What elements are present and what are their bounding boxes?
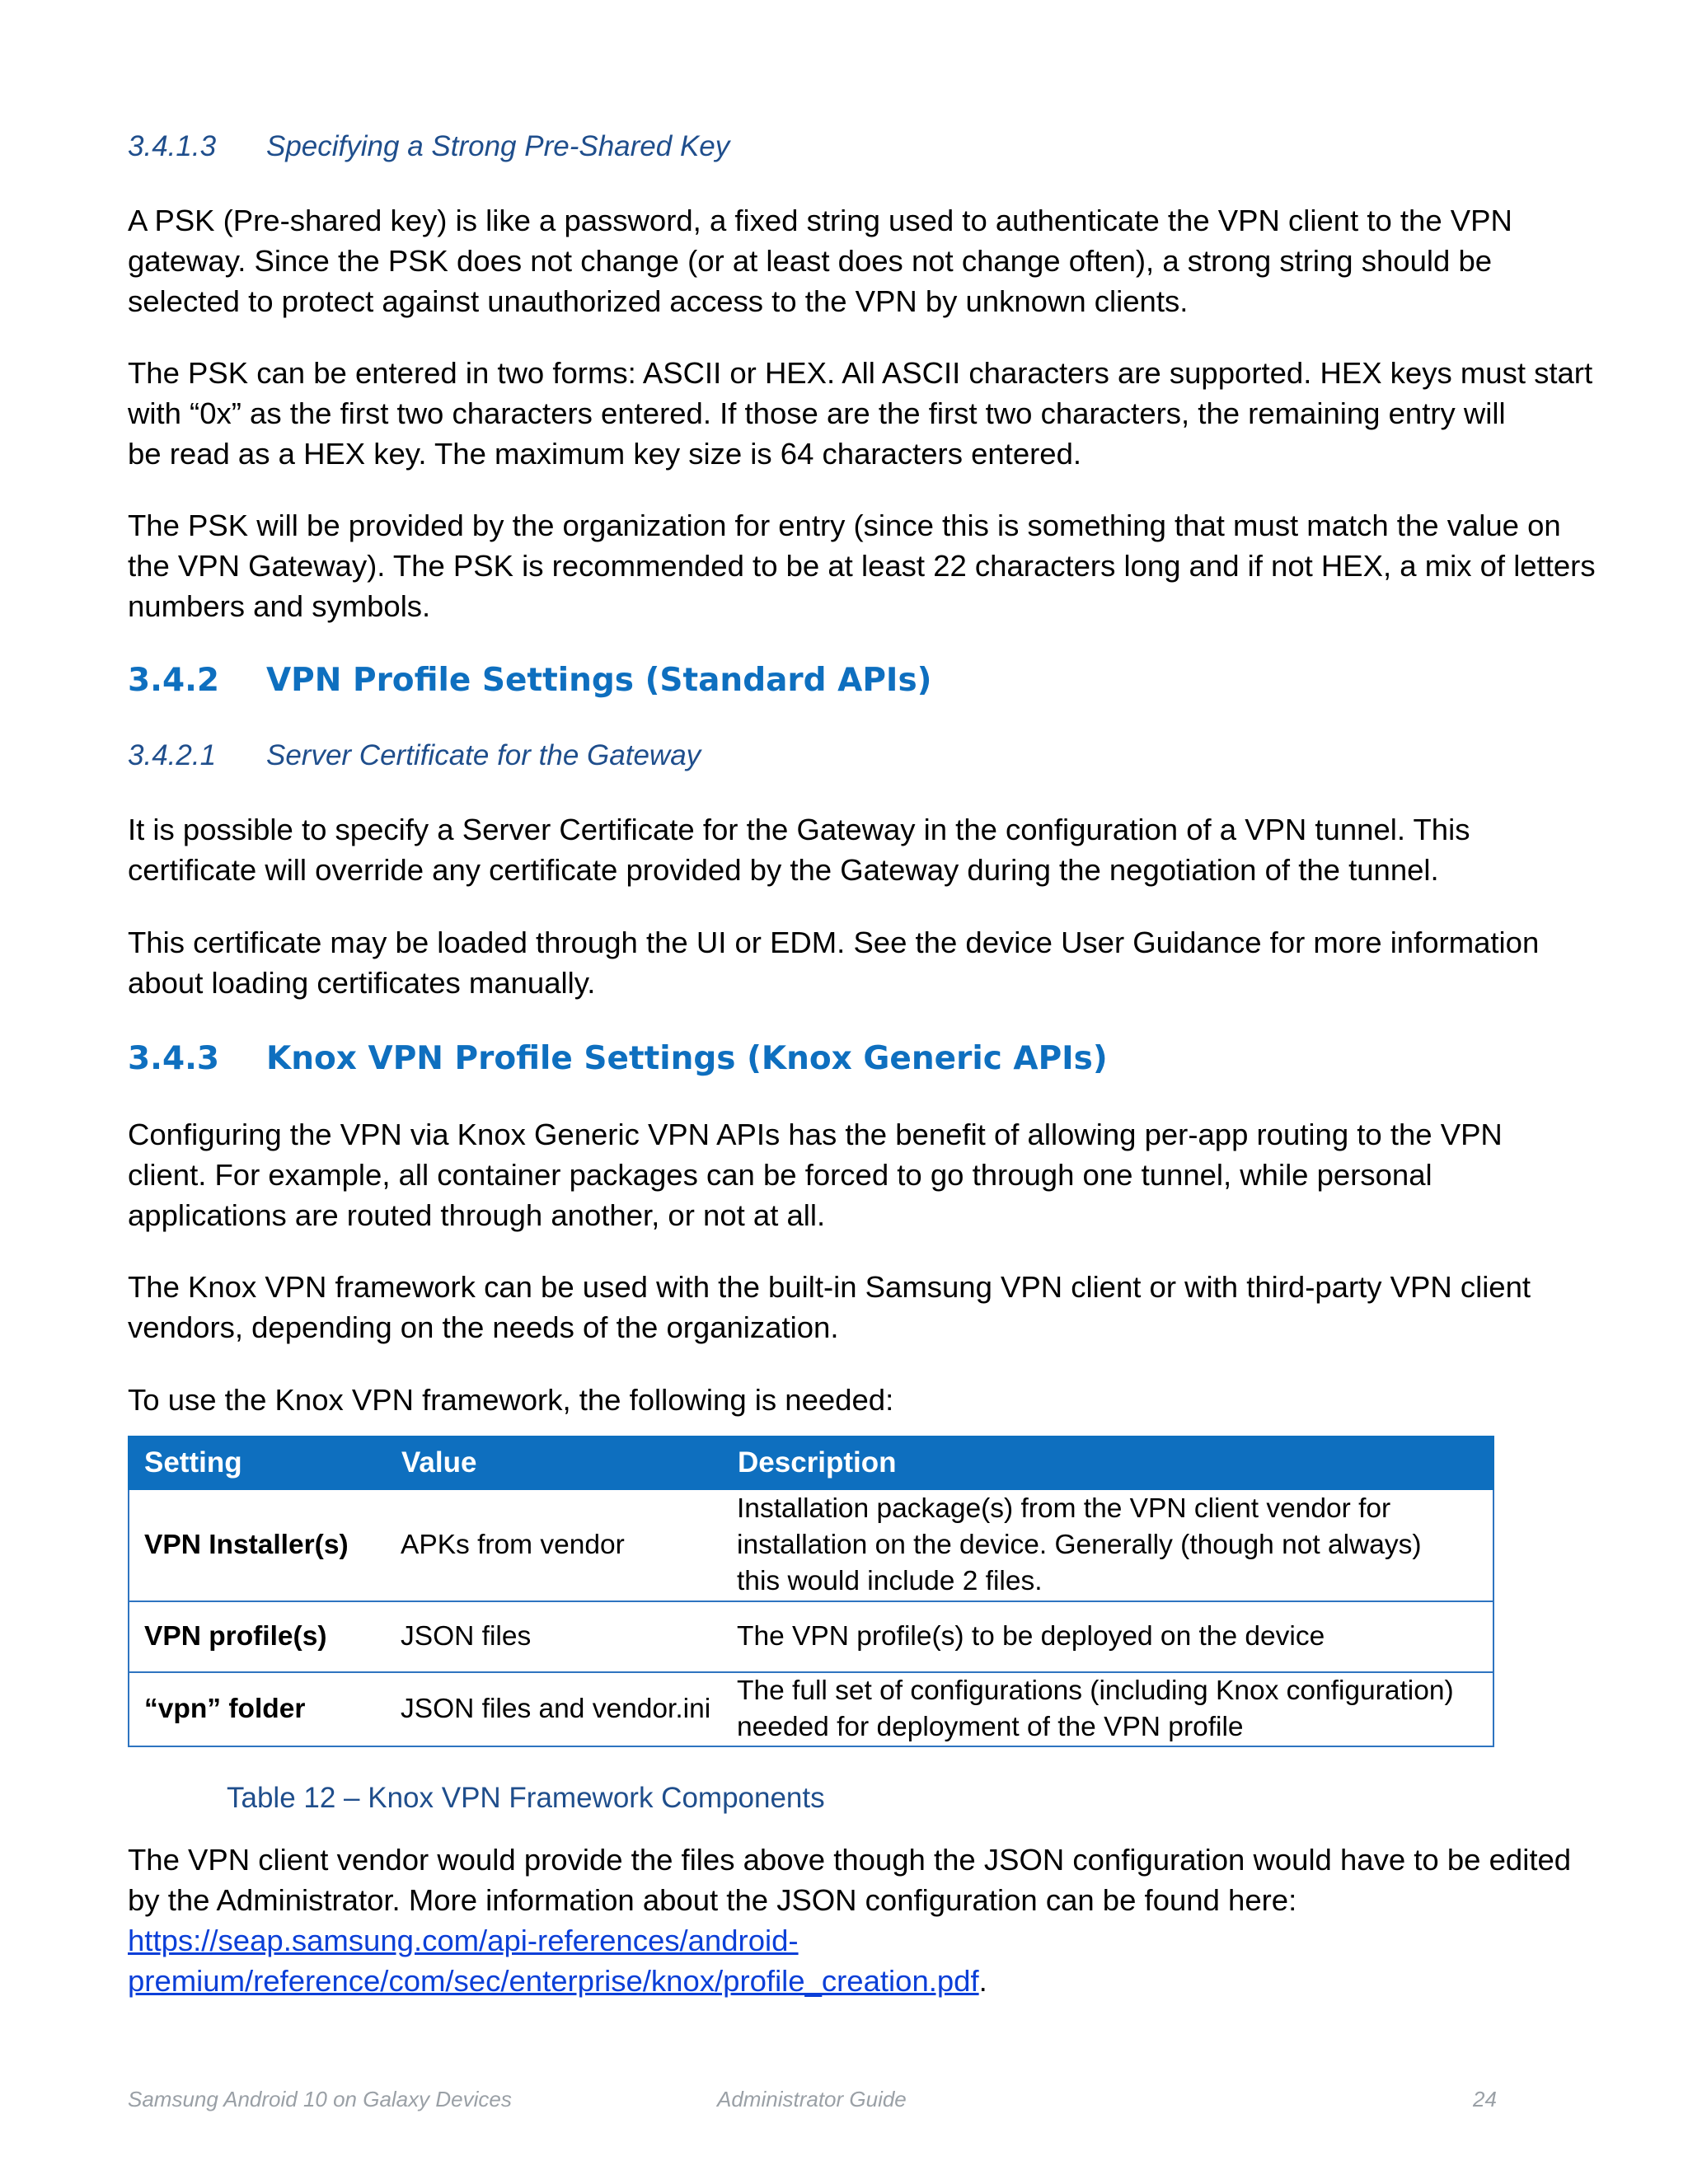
text-line: client. For example, all container packages can be forced to go through one tunnel, while personal — [128, 1158, 1432, 1192]
text-line: this would include 2 files. — [737, 1566, 1043, 1596]
text-line: The PSK will be provided by the organization for entry (since this is something that must match the value on — [128, 509, 1561, 542]
cell-setting: VPN profile(s) — [129, 1601, 386, 1672]
cell-value: JSON files — [386, 1601, 730, 1672]
knox-vpn-components-table — [128, 1436, 1494, 1747]
section-number: 3.4.2.1 — [128, 739, 217, 771]
cell-description — [730, 1601, 1493, 1672]
cell-description — [730, 1489, 1493, 1601]
text-line: The Knox VPN framework can be used with the built-in Samsung VPN client or with third-party VPN client — [128, 1270, 1531, 1304]
text-line: be read as a HEX key. The maximum key size is 64 characters entered. — [128, 437, 1082, 471]
footer-guide-name: Administrator Guide — [717, 2087, 907, 2111]
table-row — [129, 1672, 1493, 1746]
section-title: VPN Profile Settings (Standard APIs) — [266, 662, 932, 699]
profile-creation-link-part-1[interactable]: https://seap.samsung.com/api-references/android- — [128, 1924, 799, 1957]
paragraph-server-certificate — [128, 809, 1578, 890]
text-line: The PSK can be entered in two forms: ASCII or HEX. All ASCII characters are supported. HEX keys must start — [128, 356, 1593, 390]
heading-3-4-2 — [128, 662, 932, 699]
column-header-description: Description — [730, 1436, 1493, 1489]
text-line: Installation package(s) from the VPN client vendor for — [737, 1493, 1391, 1524]
text-line: about loading certificates manually. — [128, 966, 596, 1000]
heading-3-4-1-3 — [128, 132, 729, 161]
paragraph-knox-requirements — [128, 1380, 1578, 1420]
text-line: needed for deployment of the VPN profile — [737, 1712, 1244, 1742]
text-line: installation on the device. Generally (though not always) — [737, 1530, 1422, 1560]
text-line: certificate will override any certificate provided by the Gateway during the negotiation of the tunnel. — [128, 853, 1439, 887]
profile-creation-link-part-2[interactable]: premium/reference/com/sec/enterprise/knox/profile_creation.pdf — [128, 1964, 979, 1998]
section-number: 3.4.2 — [128, 662, 220, 699]
text-line: The VPN profile(s) to be deployed on the device — [737, 1621, 1325, 1652]
text-line: It is possible to specify a Server Certificate for the Gateway in the configuration of a VPN tunnel. This — [128, 813, 1470, 846]
text-line: by the Administrator. More information about the JSON configuration can be found here: — [128, 1883, 1297, 1917]
document-page — [128, 0, 1596, 2184]
cell-description — [730, 1672, 1493, 1746]
text-line: To use the Knox VPN framework, the following is needed: — [128, 1383, 894, 1417]
text-line: vendors, depending on the needs of the organization. — [128, 1310, 839, 1344]
text-line: Configuring the VPN via Knox Generic VPN APIs has the benefit of allowing per-app routing to the VPN — [128, 1118, 1503, 1151]
text-line: with “0x” as the first two characters entered. If those are the first two characters, the remaining entry will — [128, 396, 1506, 430]
cell-value: JSON files and vendor.ini — [386, 1672, 730, 1746]
paragraph-psk-recommendation — [128, 505, 1596, 626]
heading-3-4-3 — [128, 1040, 1108, 1077]
cell-setting: “vpn” folder — [129, 1672, 386, 1746]
section-number: 3.4.1.3 — [128, 130, 217, 162]
text-line: the VPN Gateway). The PSK is recommended to be at least 22 characters long and if not HEX, a mix of letters — [128, 549, 1596, 583]
column-header-value: Value — [386, 1436, 730, 1489]
paragraph-knox-framework-vendors — [128, 1267, 1578, 1347]
text-line: numbers and symbols. — [128, 589, 431, 623]
table-header-row — [129, 1436, 1493, 1489]
table-row — [129, 1601, 1493, 1672]
column-header-setting: Setting — [129, 1436, 386, 1489]
section-title: Knox VPN Profile Settings (Knox Generic APIs) — [266, 1040, 1108, 1077]
footer-document-title: Samsung Android 10 on Galaxy Devices — [128, 2087, 512, 2111]
paragraph-psk-forms — [128, 353, 1593, 474]
paragraph-psk-definition — [128, 200, 1578, 321]
section-title: Specifying a Strong Pre-Shared Key — [266, 130, 730, 162]
link-line — [128, 1961, 1578, 2001]
paragraph-knox-generic-apis — [128, 1114, 1578, 1235]
cell-setting: VPN Installer(s) — [129, 1489, 386, 1601]
sentence-period: . — [978, 1964, 987, 1998]
paragraph-certificate-loading — [128, 922, 1578, 1003]
text-line: gateway. Since the PSK does not change (or at least does not change often), a strong string should be — [128, 244, 1493, 278]
text-line: selected to protect against unauthorized access to the VPN by unknown clients. — [128, 284, 1189, 318]
section-title: Server Certificate for the Gateway — [266, 739, 701, 771]
table-row — [129, 1489, 1493, 1601]
paragraph-json-configuration — [128, 1840, 1578, 2001]
cell-value: APKs from vendor — [386, 1489, 730, 1601]
table-caption: Table 12 – Knox VPN Framework Components — [227, 1782, 825, 1814]
text-line: A PSK (Pre-shared key) is like a password, a fixed string used to authenticate the VPN client to the VPN — [128, 204, 1512, 237]
footer-page-number: 24 — [1473, 2087, 1497, 2111]
link-line — [128, 1920, 1578, 1961]
text-line: The full set of configurations (including Knox configuration) — [737, 1675, 1454, 1706]
section-number: 3.4.3 — [128, 1040, 220, 1077]
text-line: The VPN client vendor would provide the files above though the JSON configuration would have to be edited — [128, 1843, 1572, 1877]
text-line: This certificate may be loaded through the UI or EDM. See the device User Guidance for more information — [128, 926, 1540, 959]
text-line: applications are routed through another, or not at all. — [128, 1198, 826, 1232]
heading-3-4-2-1 — [128, 741, 701, 770]
